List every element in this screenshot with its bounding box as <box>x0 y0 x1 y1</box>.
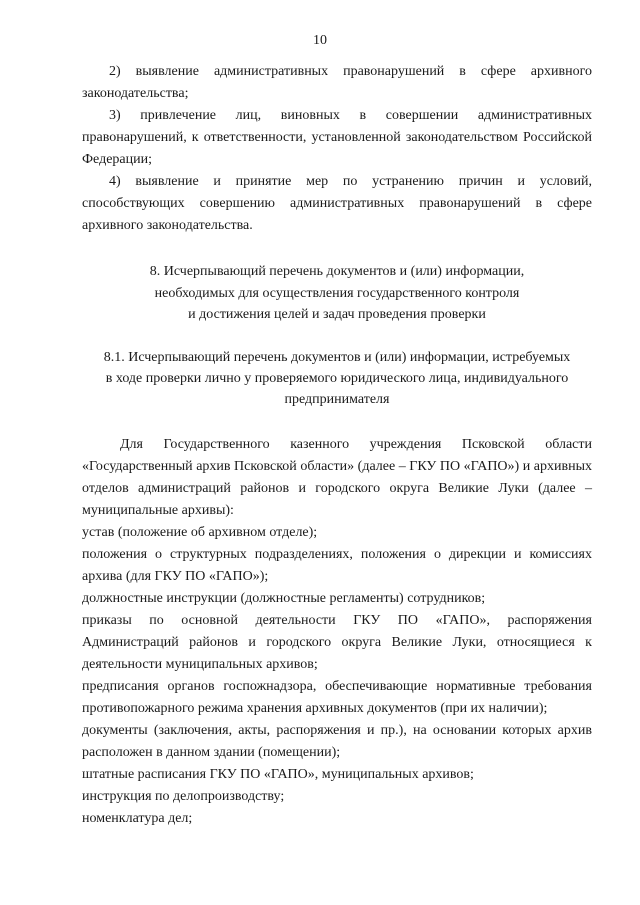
section-8-1-heading <box>82 347 592 410</box>
document-list-item: предписания органов госпожнадзора, обеспечивающие нормативные требования противопожарного режима хранения архивных документов (при их наличии); <box>82 678 592 716</box>
section-8-1-heading-line: 8.1. Исчерпывающий перечень документов и (или) информации, истребуемых <box>103 349 571 365</box>
section-8-1-heading-line: предпринимателя <box>284 391 390 407</box>
document-list-item: штатные расписания ГКУ ПО «ГАПО», муниципальных архивов; <box>82 766 474 782</box>
document-list-item: положения о структурных подразделениях, положения о дирекции и комиссиях архива (для ГКУ ПО «ГАПО»); <box>82 546 592 584</box>
body-intro-paragraph: Для Государственного казенного учреждения Псковской области «Государственный архив Псковской области» (далее – ГКУ ПО «ГАПО») и архивных отделов администраций районов и городского округа Великие Луки (далее – муниципальные архивы): <box>82 436 592 518</box>
enumerated-item: 2) выявление административных правонарушений в сфере архивного законодательства; <box>82 64 592 101</box>
section-8-heading <box>82 261 592 326</box>
document-list-item: инструкция по делопроизводству; <box>82 788 285 804</box>
enumerated-item: 4) выявление и принятие мер по устранению причин и условий, способствующих совершению административных правонарушений в сфере архивного законодательства. <box>82 174 592 233</box>
document-list-item: приказы по основной деятельности ГКУ ПО «ГАПО», распоряжения Администраций районов и городского округа Великие Луки, относящиеся к деятельности муниципальных архивов; <box>82 612 592 672</box>
section-8-heading-line: необходимых для осуществления государственного контроля <box>154 285 520 301</box>
enumerated-item: 3) привлечение лиц, виновных в совершении административных правонарушений, к ответственности, установленной законодательством Российской Федерации; <box>82 108 592 167</box>
section-8-1-heading-line: в ходе проверки лично у проверяемого юридического лица, индивидуального <box>105 370 569 386</box>
document-list-item: документы (заключения, акты, распоряжения и пр.), на основании которых архив расположен в данном здании (помещении); <box>82 722 592 760</box>
document-list-item: должностные инструкции (должностные регламенты) сотрудников; <box>82 590 486 606</box>
document-list-item: устав (положение об архивном отделе); <box>82 524 318 540</box>
document-list-item: номенклатура дел; <box>82 810 193 826</box>
page-number: 10 <box>313 33 327 48</box>
section-8-heading-line: и достижения целей и задач проведения проверки <box>188 307 486 322</box>
page-content <box>82 61 592 830</box>
section-8-heading-line: 8. Исчерпывающий перечень документов и (или) информации, <box>149 264 525 279</box>
